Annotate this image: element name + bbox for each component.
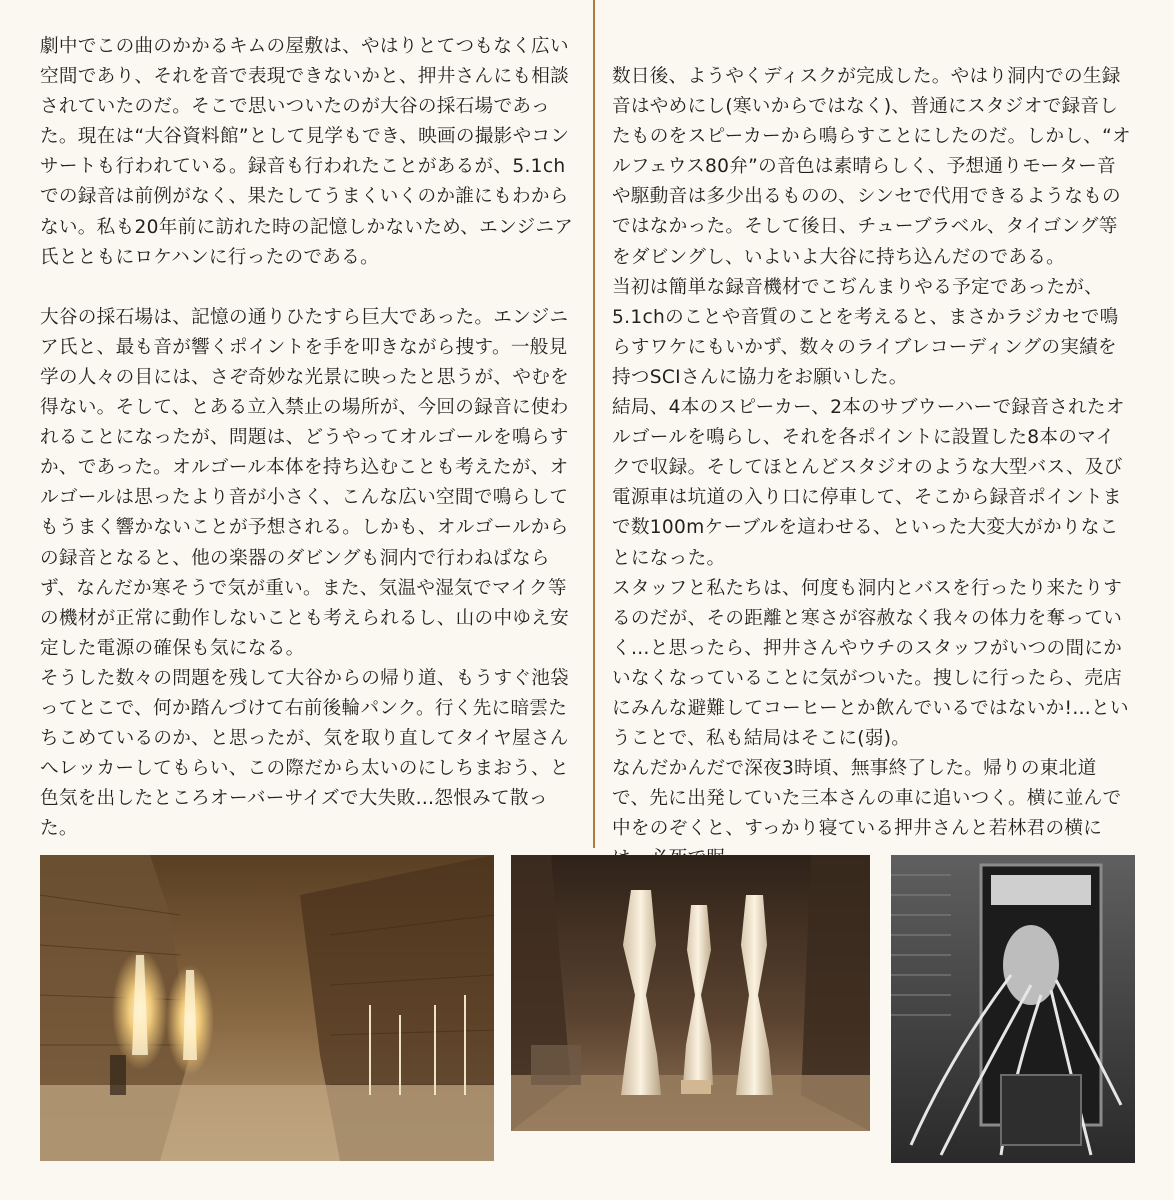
column-divider	[593, 0, 595, 848]
quarry-photo-speakers	[40, 855, 494, 1161]
right-paragraph-1: 数日後、ようやくディスクが完成した。やはり洞内での生録音はやめにし(寒いからではなく)、普通にスタジオで録音したものをスピーカーから鳴らすことにしたのだ。しかし、“オルフェウス80弁”の音色は素晴らしく、予想通りモーター音や駆動音は多少出るものの、シンセで代用できるようなものではなかった。そして後日、チューブラベル、タイゴング等をダビングし、いよいよ大谷に持ち込んだのである。	[612, 66, 1131, 268]
left-paragraph-2: 大谷の採石場は、記憶の通りひたすら巨大であった。エンジニア氏と、最も音が響くポイントを手を叩きながら捜す。一般見学の人々の目には、さぞ奇妙な光景に映ったと思うが、やむを得ない。そして、とある立入禁止の場所が、今回の録音に使われることになったが、問題は、どうやってオルゴールを鳴らすか、であった。オルゴール本体を持ち込むことも考えたが、オルゴールは思ったより音が小さく、こんな広い空間で鳴らしてもうまく響かないことが予想される。しかも、オルゴールからの録音となると、他の楽器のダビングも洞内で行わねばならず、なんだか寒そうで気が重い。また、気温や湿気でマイク等の機材が正常に動作しないことも考えられるし、山の中ゆえ安定した電源の確保も気になる。	[40, 306, 570, 659]
left-paragraph-3: そうした数々の問題を残して大谷からの帰り道、もうすぐ池袋ってとこで、何か踏んづけて右前後輪パンク。行く先に暗雲たちこめているのか、と思ったが、気を取り直してタイヤ屋さんへレッカーしてもらい、この際だから太いのにしちまおう、と色気を出したところオーバーサイズで大失敗…怨恨みて散った。	[40, 667, 570, 840]
right-paragraph-2: 当初は簡単な録音機材でこぢんまりやる予定であったが、5.1chのことや音質のことを考えると、まさかラジカセで鳴らすワケにもいかず、数々のライブレコーディングの実績を持つSCIさんに協力をお願いした。	[612, 276, 1119, 388]
right-paragraph-3: 結局、4本のスピーカー、2本のサブウーハーで録音されたオルゴールを鳴らし、それを各ポイントに設置した8本のマイクで収録。そしてほとんどスタジオのような大型バス、及び電源車は坑道の入り口に停車して、そこから録音ポイントまで数100mケーブルを這わせる、といった大変大がかりなことになった。	[612, 397, 1125, 569]
right-text-column	[612, 62, 1132, 875]
right-paragraph-4: スタッフと私たちは、何度も洞内とバスを行ったり来たりするのだが、その距離と寒さが容赦なく我々の体力を奪っていく…と思ったら、押井さんやウチのスタッフがいつの間にかいなくなっていることに気がついた。捜しに行ったら、売店にみんな避難してコーヒーとか飲んでいるではないか!…ということで、私も結局はそこに(弱)。	[612, 577, 1129, 750]
microphone-array-photo	[891, 855, 1135, 1163]
left-paragraph-1: 劇中でこの曲のかかるキムの屋敷は、やはりとてつもなく広い空間であり、それを音で表現できないかと、押井さんにも相談されていたのだ。そこで思いついたのが大谷の採石場であった。現在は“大谷資料館”として見学もでき、映画の撮影やコンサートも行われている。録音も行われたことがあるが、5.1chでの録音は前例がなく、果たしてうまくいくのか誰にもわからない。私も20年前に訪れた時の記憶しかないため、エンジニア氏とともにロケハンに行ったのである。	[40, 36, 574, 268]
left-text-column	[40, 32, 580, 844]
right-paragraph-5: なんだかんだで深夜3時頃、無事終了した。帰りの東北道で、先に出発していた三本さんの車に追いつく。横に並んで中をのぞくと、すっかり寝ている押井さんと若林君の横に	[612, 758, 1122, 840]
quarry-photo-pillars	[511, 855, 870, 1131]
